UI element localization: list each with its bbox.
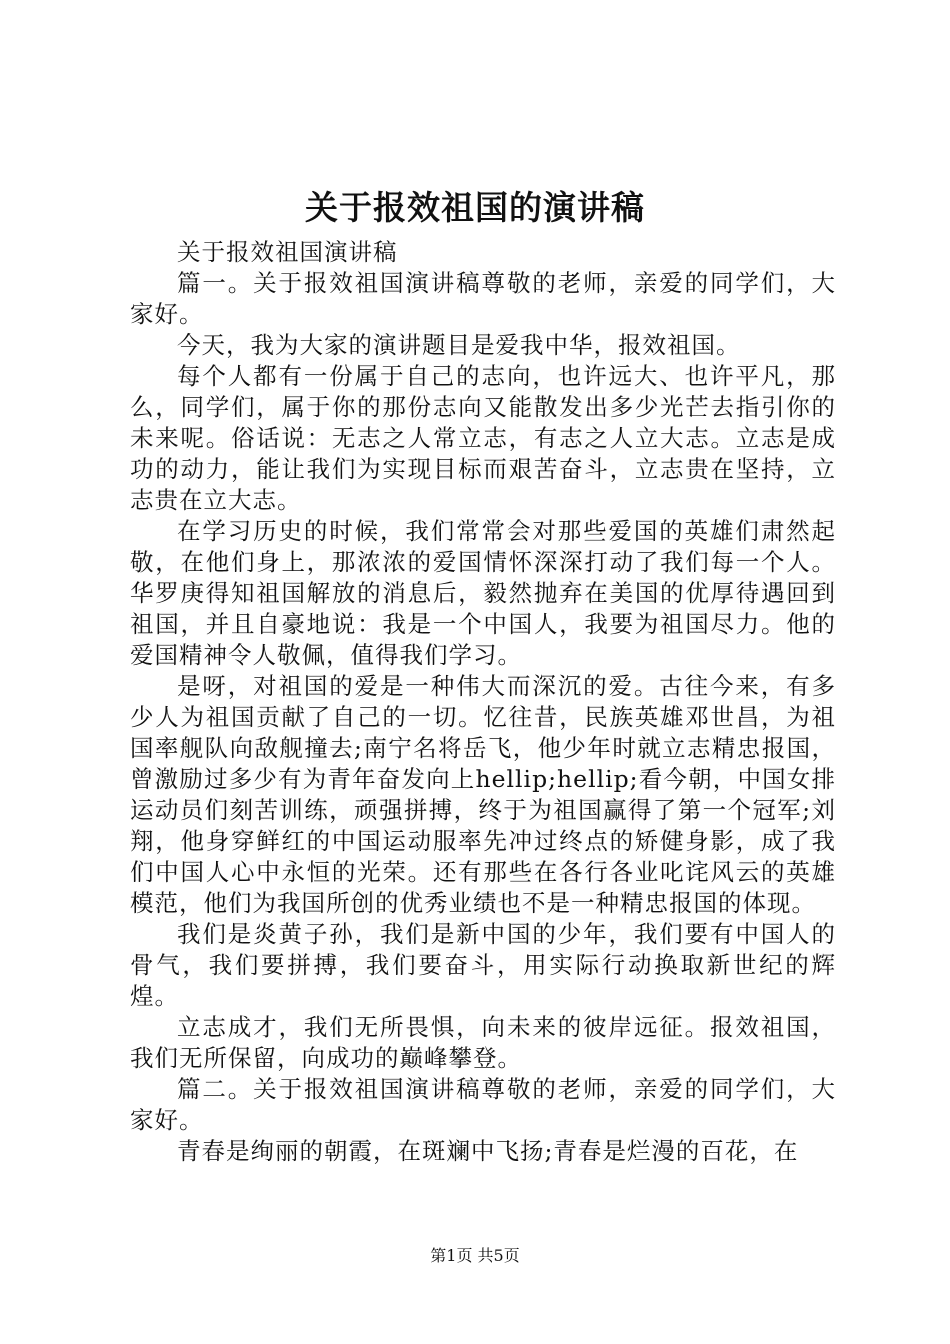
- paragraph: 我们是炎黄子孙，我们是新中国的少年，我们要有中国人的骨气，我们要拼搏，我们要奋斗，用实际行动换取新世纪的辉煌。: [130, 920, 836, 1010]
- paragraph: 篇一。关于报效祖国演讲稿尊敬的老师，亲爱的同学们，大家好。: [130, 269, 836, 328]
- paragraph: 每个人都有一份属于自己的志向，也许远大、也许平凡，那么，同学们，属于你的那份志向又能散发出多少光芒去指引你的未来呢。俗话说：无志之人常立志，有志之人立大志。立志是成功的动力，能让我们为实现目标而艰苦奋斗，立志贵在坚持，立志贵在立大志。: [130, 362, 836, 514]
- paragraph: 今天，我为大家的演讲题目是爱我中华，报效祖国。: [177, 331, 741, 359]
- paragraph: 立志成才，我们无所畏惧，向未来的彼岸远征。报效祖国，我们无所保留，向成功的巅峰攀登。: [130, 1013, 836, 1072]
- paragraph-subtitle: 关于报效祖国演讲稿: [177, 238, 398, 266]
- paragraph: 篇二。关于报效祖国演讲稿尊敬的老师，亲爱的同学们，大家好。: [130, 1075, 836, 1134]
- document-body: [130, 237, 836, 1167]
- paragraph: 在学习历史的时候，我们常常会对那些爱国的英雄们肃然起敬，在他们身上，那浓浓的爱国情怀深深打动了我们每一个人。华罗庚得知祖国解放的消息后，毅然抛弃在美国的优厚待遇回到祖国，并且自豪地说：我是一个中国人，我要为祖国尽力。他的爱国精神令人敬佩，值得我们学习。: [130, 517, 836, 669]
- document-title: 关于报效祖国的演讲稿: [305, 188, 645, 227]
- page-footer: 第1页 共5页: [430, 1246, 520, 1265]
- paragraph: 是呀，对祖国的爱是一种伟大而深沉的爱。古往今来，有多少人为祖国贡献了自己的一切。忆往昔，民族英雄邓世昌，为祖国率舰队向敌舰撞去;南宁名将岳飞，他少年时就立志精忠报国，曾激励过多少有为青年奋发向上hellip;hellip;看今朝，中国女排运动员们刻苦训练，顽强拼搏，终于为祖国赢得了第一个冠军;刘翔，他身穿鲜红的中国运动服率先冲过终点的矫健身影，成了我们中国人心中永恒的光荣。还有那些在各行各业叱诧风云的英雄模范，他们为我国所创的优秀业绩也不是一种精忠报国的体现。: [130, 672, 836, 917]
- paragraph: 青春是绚丽的朝霞，在斑斓中飞扬;青春是烂漫的百花，在: [177, 1137, 799, 1165]
